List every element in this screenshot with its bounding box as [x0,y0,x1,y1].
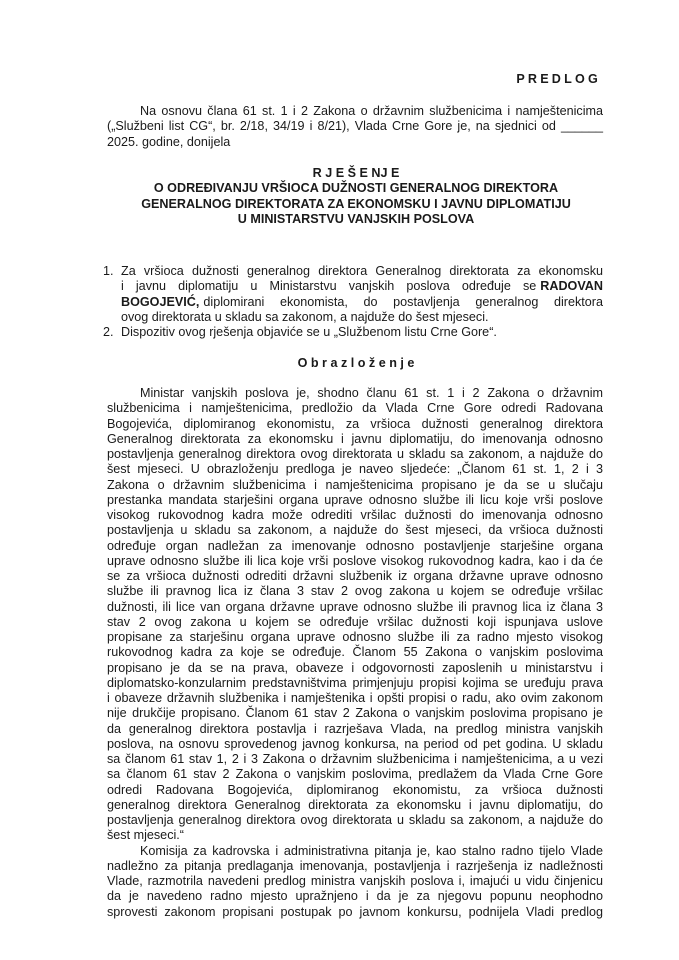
item-line: Dispozitiv ovog rješenja objaviće se u „Službenom listu Crne Gore“. [121,325,497,339]
decision-subtitle-line: GENERALNOG DIREKTORATA ZA EKONOMSKU I JAVNU DIPLOMATIJU [141,196,571,211]
paragraph-line: da generalnog direktora postavlja i razrješava Vlada, na predlog ministra vanjskih [107,721,603,736]
paragraph-line: Ministar vanjskih poslova je, shodno članu 61 st. 1 i 2 Zakona o državnim [140,386,603,400]
paragraph-line: i obaveze državnih službenika i namještenika i opšti propisi o radu, ako ovim zakonom [107,691,603,705]
appointee-first-name: RADOVAN [540,279,603,294]
intro-line: 2025. godine, donijela [107,134,231,149]
paragraph-line: generalnog direktora Generalnog direktorata za ekonomsku i javnu diplomatiju, do [107,797,603,812]
paragraph-line: nije drukčije propisano. Članom 61 stav 2 Zakona o vanjskim poslovima propisano je [107,706,603,721]
intro-line: Na osnovu člana 61 st. 1 i 2 Zakona o državnim službenicima i namještenicima [140,104,603,118]
paragraph-line: se za vršioca dužnosti odrediti državni službenik iz organa državne uprave odnosno [107,569,603,583]
paragraph-line: Vlade, razmotrila navedeni predlog ministra vanjskih poslova i, imajući u vidu činjenicu [107,874,603,888]
item-line: Za vršioca dužnosti generalnog direktora Generalnog direktorata za ekonomsku [121,264,603,278]
paragraph-line: postavljenja generalnog direktora ovog direktorata u skladu sa zakonom, a najduže do [107,813,603,827]
explanation-heading: O b r a z l o ž e n j e [297,356,415,370]
document-status-label: PREDLOG [516,72,601,86]
paragraph-line: Bogojevića, diplomiranog ekonomistu, za vršioca dužnosti generalnog direktora [107,416,603,431]
decision-subtitle-line: O ODREĐIVANJU VRŠIOCA DUŽNOSTI GENERALNOG DIREKTORA [153,181,559,196]
paragraph-line: propisano je da se na prava, obaveze i odgovornosti zaposlenih u ministarstvu i [107,660,603,675]
paragraph-line: Komisija za kadrovska i administrativna pitanja je, kao stalno radno tijelo Vlade [140,843,603,858]
explanation-paragraph [107,386,603,844]
item-number: 2. [103,325,114,339]
decision-heading: R J E Š E NJ E [312,166,400,180]
decision-subtitle-line: U MINISTARSTVU VANJSKIH POSLOVA [237,211,475,226]
paragraph-line: Zakona o državnim službenicima i namještenicima propisano je da se u slučaju [107,477,603,492]
intro-line: („Službeni list CG“, br. 2/18, 34/19 i 8/21), Vlada Crne Gore je, na sjednici od ______ [107,119,603,134]
paragraph-line: šest mjeseci.“ [107,828,184,843]
item-line [121,279,603,294]
paragraph-line: poslova, na osnovu sprovedenog javnog konkursa, na period od pet godina. U skladu [107,736,603,751]
paragraph-line: prestanka mandata starješini organa uprave odnosno službe ili licu koje vrši poslove [107,492,603,507]
paragraph-line: propisane za starješinu organa uprave odnosno službe ili za radno mjesto visokog [107,630,603,644]
paragraph-line: sprovesti zakonom propisani postupak po javnom konkursu, podnijela Vladi predlog [107,904,603,919]
paragraph-line: stav 2 ovog zakona u kojem se određuje vršilac dužnosti koji ispunjava uslove [107,614,603,629]
paragraph-line: rukovodnog kadra za koje se određuje. Članom 55 Zakona o vanjskim poslovima [107,645,603,660]
decision-item-1 [103,264,603,325]
paragraph-line: sa članom 61 stav 2 Zakona o vanjskim poslovima, predlažem da Vlada Crne Gore [107,767,603,782]
item-line: ovog direktorata u skladu sa zakonom, a najduže do šest mjeseci. [121,309,489,324]
paragraph-line: Generalnog direktorata za ekonomsku i javnu diplomatiju, do imenovanja odnosno [107,431,603,446]
paragraph-line: odredi Radovana Bogojevića, diplomiranog ekonomistu, za vršioca dužnosti [107,782,603,797]
intro-paragraph [107,104,603,150]
paragraph-line: postavljenja generalnog direktora ovog direktorata u skladu sa zakonom, a najduže do [107,447,603,461]
item-number: 1. [103,264,114,278]
paragraph-line: šest mjeseci. U obrazloženju predloga je naveo sljedeće: „Članom 61 st. 1, 2 i 3 [107,462,603,477]
paragraph-line: uprave odnosno službe ili lica koje vrši poslove visokog rukovodnog kadra, kao i da će [107,553,603,568]
paragraph-line: nadležno za pitanja predlaganja imenovanja, postavljenja i razrješenja iz nadležnosti [107,858,603,873]
paragraph-line: službe ili pravnog lica iz člana 3 stav 2 ovog zakona u kojem se određuje vršilac [107,584,603,599]
decision-items [103,264,603,340]
item-text: diplomirani ekonomista, do postavljenja generalnog direktora [203,294,603,309]
paragraph-line: da je navedeno radno mjesto upražnjeno i da je za njegovu popunu neophodno [107,889,603,904]
appointee-last-name: BOGOJEVIĆ, [121,294,200,309]
decision-title [80,166,632,227]
explanation-paragraph [107,844,603,920]
paragraph-line: dužnosti, ili lice van organa državne uprave odnosno službe ili pravnog lica iz člana 3 [107,599,603,614]
paragraph-line: visokog rukovodnog kadra može odrediti vršilac dužnosti do imenovanja odnosno [107,508,603,522]
decision-item-2 [103,325,603,340]
paragraph-line: službenicima i namještenicima, predložio da Vlada Crne Gore odredi Radovana [107,401,603,416]
item-line [121,295,603,310]
paragraph-line: određuje organ nadležan za imenovanje odnosno postavljenje starješine organa [107,538,603,553]
paragraph-line: sa članom 61 stav 1, 2 i 3 Zakona o državnim službenicima i namještenicima, a u vezi [107,752,603,766]
explanation-body [107,386,603,920]
paragraph-line: postavljenja u skladu sa zakonom, a najduže do šest mjeseci, da vršioca dužnosti [107,523,603,538]
paragraph-line: diplomatsko-konzularnim predstavništvima primjenjuju propisi kojima se uređuju prava [107,675,603,690]
item-text: i javnu diplomatiju u Ministarstvu vanjskih poslova određuje se [121,279,537,294]
